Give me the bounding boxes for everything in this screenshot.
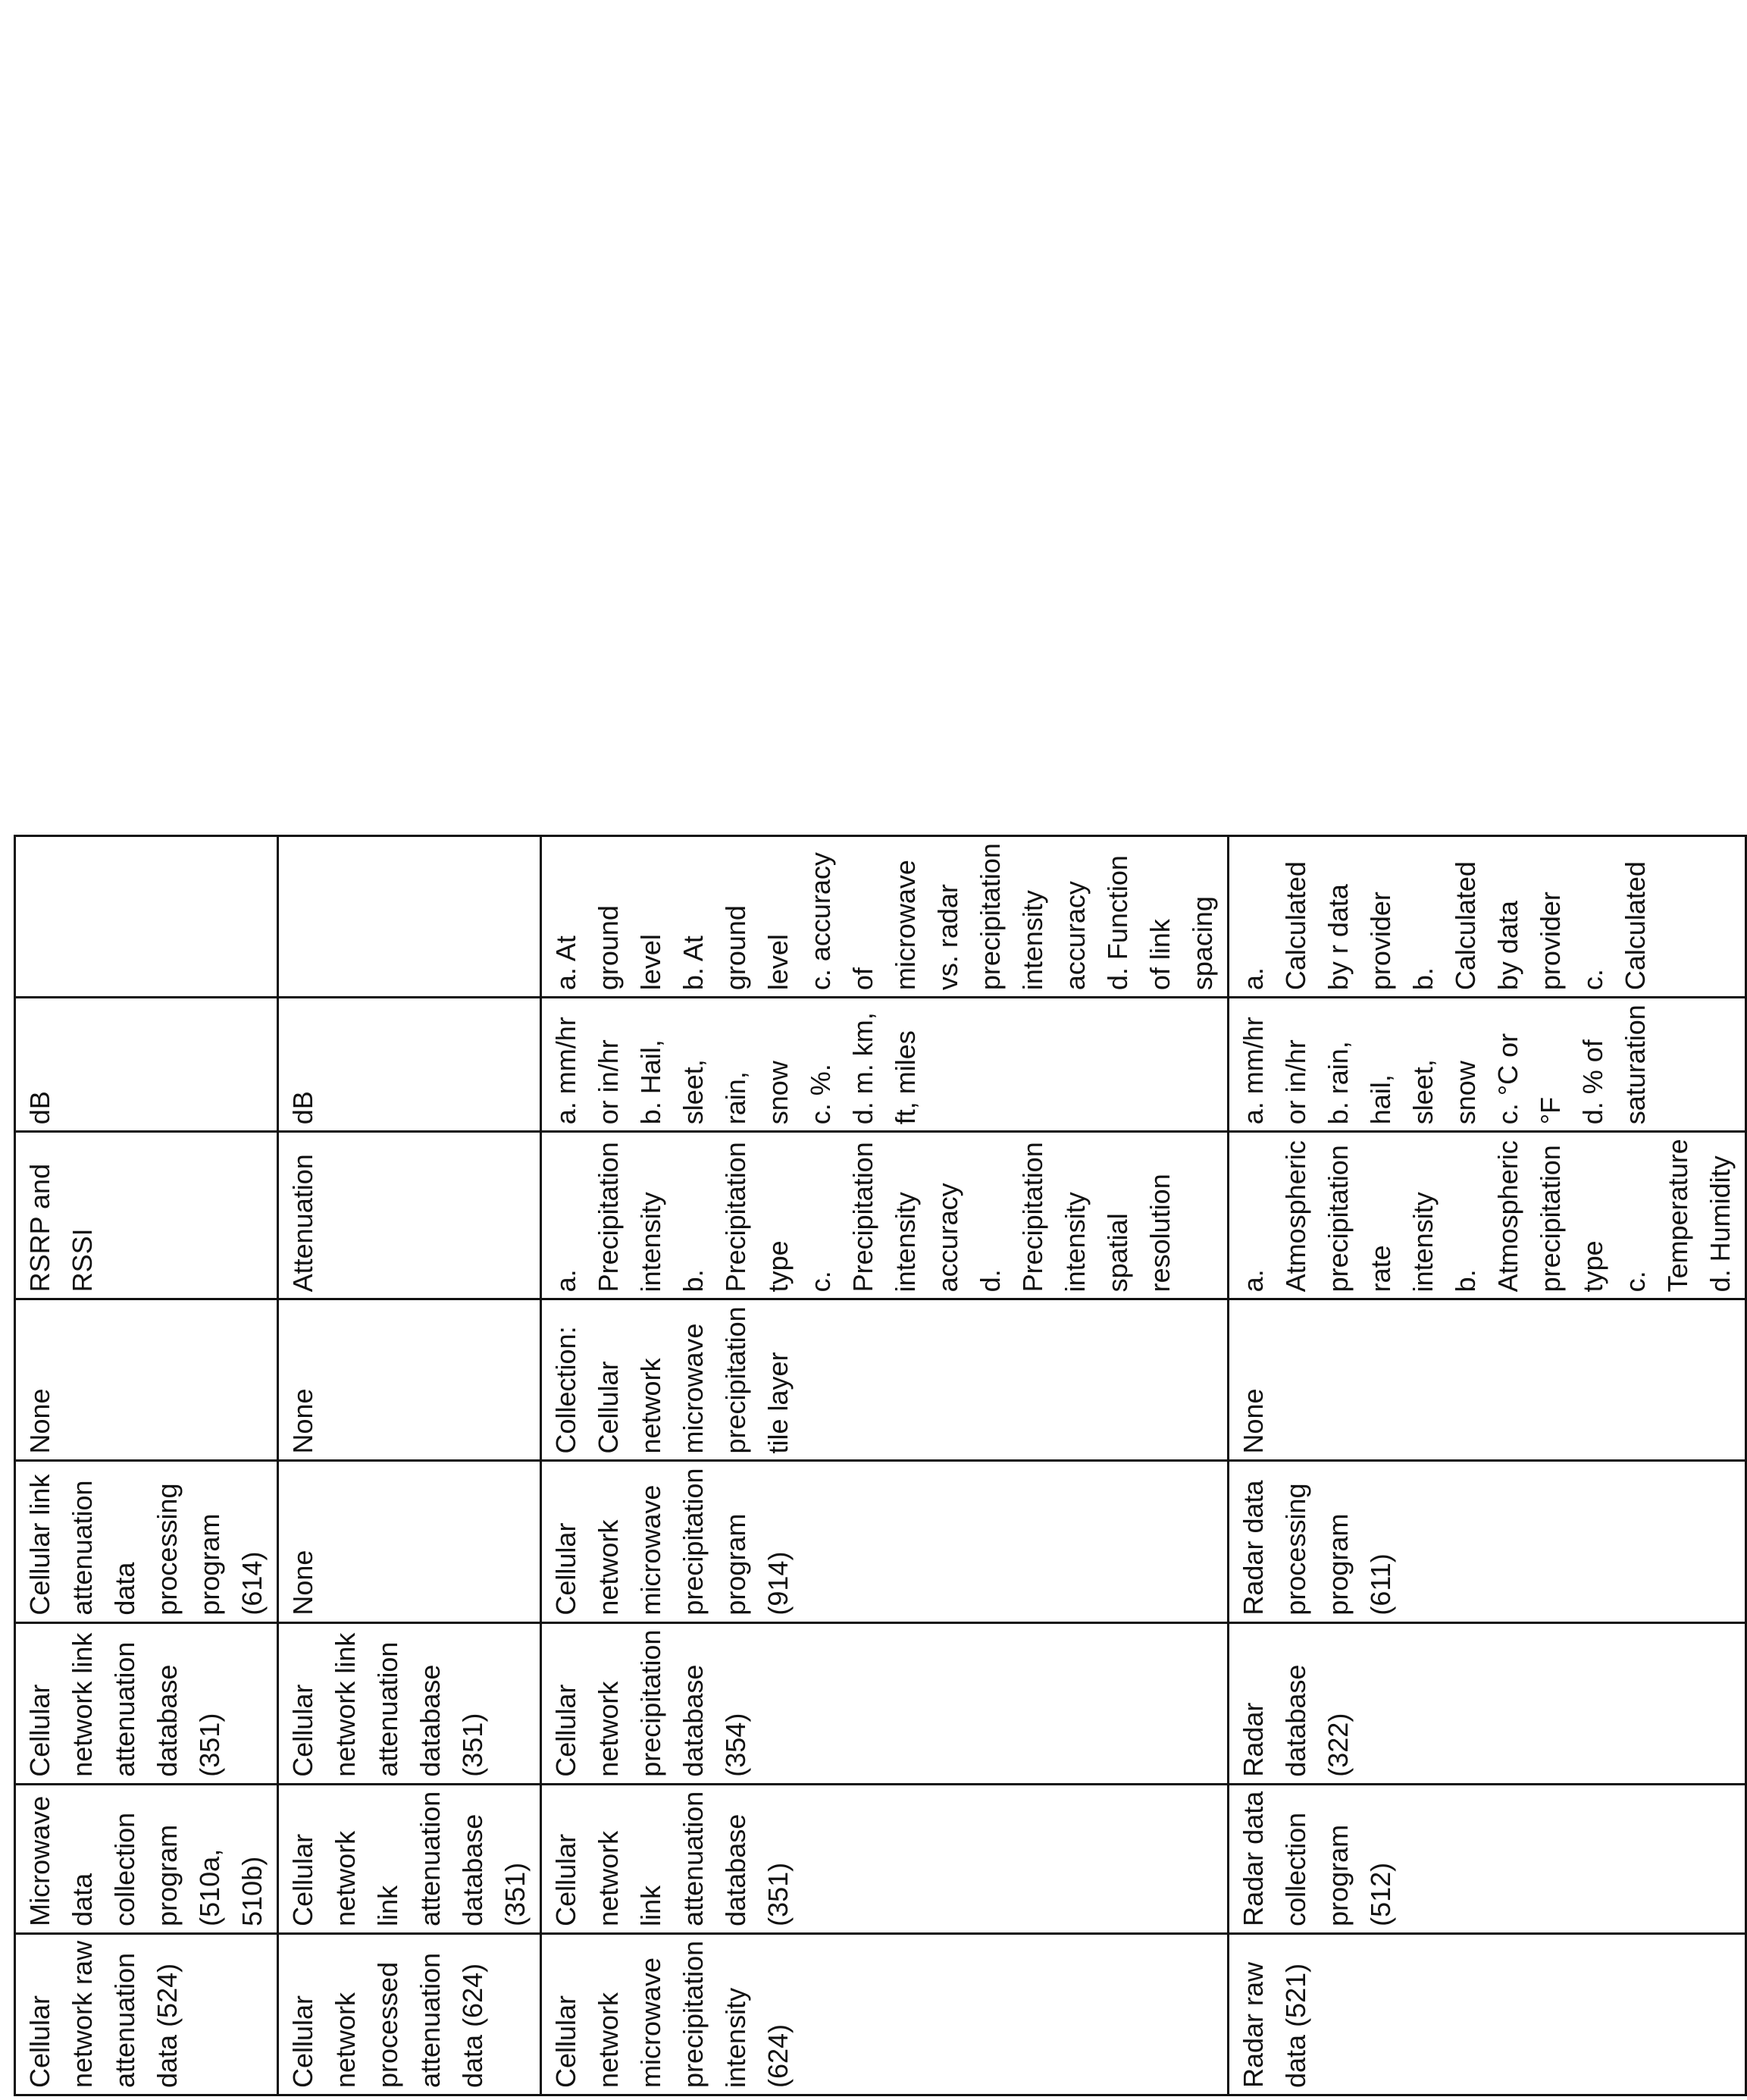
table-cell: Radar data processing program (611) xyxy=(1229,1461,1746,1622)
table-cell: a. Precipitation intensity b. Precipitation type c. Precipitation intensity accuracy d. Precipitation intensity spatial resolution xyxy=(541,1132,1229,1299)
table-cell: a. mm/hr or in/hr b. rain, hail, sleet, snow c. °C or °F d. % of saturation xyxy=(1229,998,1746,1132)
table-cell: None xyxy=(15,1299,278,1461)
table-cell: Radar raw data (521) xyxy=(1229,1933,1746,2095)
table-cell: Cellular network link attenuation database (351) xyxy=(278,1622,541,1784)
table-cell: a. Calculated by r data provider b. Calculated by data provider c. Calculated xyxy=(1229,836,1746,998)
table-row xyxy=(541,836,1229,2095)
table-cell: dB xyxy=(15,998,278,1132)
table-cell: None xyxy=(278,1299,541,1461)
rotated-document-page xyxy=(0,0,1212,2100)
table-cell: Attenuation xyxy=(278,1132,541,1299)
table-cell: RSRP and RSSI xyxy=(15,1132,278,1299)
table-cell: a. At ground level b. At ground level c. accuracy of microwave vs. radar precipitation intensity accuracy d. Function of link spacing xyxy=(541,836,1229,998)
table-cell: a. mm/hr or in/hr b. Hail, sleet, rain, snow c. %. d. m. km, ft, miles xyxy=(541,998,1229,1132)
table-cell: None xyxy=(1229,1299,1746,1461)
table-cell xyxy=(15,836,278,998)
table-cell: Cellular network processed attenuation data (624) xyxy=(278,1933,541,2095)
table-cell: None xyxy=(278,1461,541,1622)
table-cell: Microwave data collection program (510a, 510b) xyxy=(15,1784,278,1933)
table-cell: dB xyxy=(278,998,541,1132)
table-cell xyxy=(278,836,541,998)
table-cell: Cellular network link attenuation database (351) xyxy=(278,1784,541,1933)
table-cell: Collection: Cellular network microwave precipitation tile layer xyxy=(541,1299,1229,1461)
table-cell: Radar data collection program (512) xyxy=(1229,1784,1746,1933)
table-row xyxy=(278,836,541,2095)
table-cell: Radar database (322) xyxy=(1229,1622,1746,1784)
table-cell: Cellular link attenuation data processing program (614) xyxy=(15,1461,278,1622)
table-cell: Cellular network microwave precipitation program (914) xyxy=(541,1461,1229,1622)
table-cell: a. Atmospheric precipitation rate intensity b. Atmospheric precipitation type c. Temperature d. Humidity xyxy=(1229,1132,1746,1299)
table-cell: Cellular network raw attenuation data (524) xyxy=(15,1933,278,2095)
table-row xyxy=(1229,836,1746,2095)
table-cell: Cellular network precipitation database (354) xyxy=(541,1622,1229,1784)
table-cell: Cellular network link attenuation database (351) xyxy=(15,1622,278,1784)
table-cell: Cellular network microwave precipitation intensity (624) xyxy=(541,1933,1229,2095)
table-row xyxy=(15,836,278,2095)
table-cell: Cellular network link attenuation database (351) xyxy=(541,1784,1229,1933)
data-sources-table xyxy=(14,835,1747,2096)
